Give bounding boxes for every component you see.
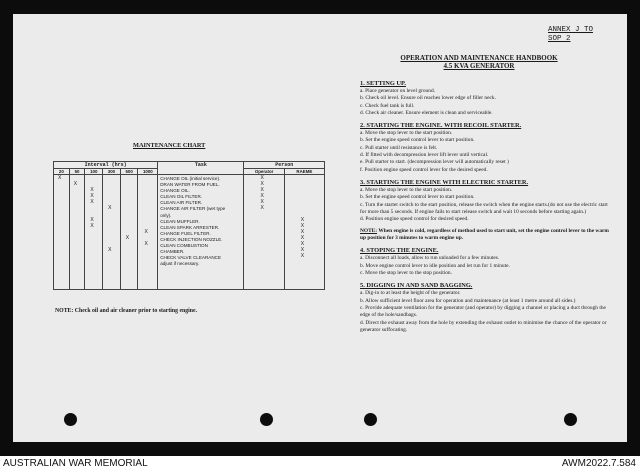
section-title: 3. STARTING THE ENGINE WITH ELECTRIC STARTER.: [360, 178, 529, 186]
check-mark: X: [108, 205, 112, 211]
check-mark: X: [90, 193, 94, 199]
note-label: NOTE:: [360, 228, 378, 235]
col-500: [120, 175, 138, 290]
section-title: 2. STARTING THE ENGINE. WITH RECOIL STARTER.: [360, 122, 522, 130]
interval-300: 300: [103, 169, 121, 175]
task-item: CHANGE OIL (initial service).: [160, 176, 221, 181]
check-mark: X: [260, 193, 264, 199]
check-mark: X: [90, 187, 94, 193]
check-mark: X: [144, 241, 148, 247]
instruction-line: b. Set the engine speed control lever to start position.: [360, 194, 475, 201]
task-item: CLEAN MUFFLER.: [160, 218, 200, 224]
instruction-line: b. Move engine control lever to idle position and let run for 1 minute.: [360, 262, 510, 269]
instruction-line: c. Turn the starter switch to the start position, release the switch when the engine starts.(do not use the electric start for more than 5 seconds. If engine fails to start release switch and wait 10 seconds before starting again.): [360, 201, 608, 215]
instruction-line: a. Move the stop lever to the start position.: [360, 130, 453, 137]
check-mark: X: [260, 175, 264, 181]
instruction-line: c. Provide adequate ventilation for the generator (and operator) by digging a channel or placing a duct through the edge of the hole/sandbags.: [360, 304, 606, 319]
task-item: CLEAN COMBUSTION: [160, 243, 208, 249]
task-item: CHECK INJECTION NOZZLE.: [160, 236, 223, 242]
annex-reference: [548, 26, 593, 44]
person-raeme: RAEME: [284, 169, 324, 175]
instruction-line: b. Check oil level. Ensure oil reaches lower edge of filler neck.: [360, 95, 496, 102]
task-list: [160, 176, 225, 267]
instruction-line: a. Move the stop lever to the start position.: [360, 186, 453, 193]
interval-500: 500: [120, 169, 138, 175]
catalogue-number: AWM2022.7.584: [561, 458, 636, 469]
handbook-title: OPERATION AND MAINTENANCE HANDBOOK: [400, 54, 558, 62]
check-mark: X: [260, 187, 264, 193]
task-item: CHAMBER.: [160, 249, 185, 255]
check-mark: X: [90, 199, 94, 205]
annex-line-1: ANNEX J TO: [547, 26, 593, 34]
task-item: CHANGE FUEL FILTER.: [160, 230, 211, 236]
check-mark: X: [300, 247, 305, 253]
punch-hole: [260, 413, 273, 426]
task-item: CHANGE AIR FILTER (wet type: [160, 206, 226, 212]
task-item: CLEAN OIL FILTER.: [160, 194, 203, 200]
interval-100: 100: [85, 169, 103, 175]
institution-label: AUSTRALIAN WAR MEMORIAL: [3, 458, 148, 469]
person-header: Person: [244, 162, 325, 169]
handbook-subtitle: 4.5 KVA GENERATOR: [443, 62, 515, 70]
check-mark: X: [300, 223, 305, 229]
punch-hole: [564, 413, 577, 426]
instruction-line: c. Pull starter until resistance is felt.: [360, 144, 438, 151]
interval-20: 20: [54, 169, 70, 175]
check-mark: X: [260, 199, 264, 205]
section-title: 4. STOPING THE ENGINE.: [360, 247, 439, 255]
caption-bar: [0, 456, 640, 471]
section-recoil-starter: [360, 122, 610, 174]
col-20: [54, 175, 70, 290]
section-stopping: [360, 247, 610, 277]
instruction-line: a. Disconnect all loads, allow to run unloaded for a few minutes.: [360, 255, 500, 262]
interval-header: Interval (hrs): [54, 162, 158, 169]
instruction-line: d. Position engine speed control for desired speed.: [360, 216, 469, 223]
task-item: only).: [160, 212, 172, 218]
check-mark: X: [300, 235, 305, 241]
col-operator: [244, 175, 284, 290]
instruction-line: b. Allow sufficient level floor area for operation and maintenance (at least 1 metre around all sides.): [360, 297, 576, 304]
check-mark: X: [90, 217, 94, 223]
check-mark: X: [108, 247, 112, 253]
check-mark: X: [300, 217, 305, 223]
col-task: [158, 175, 244, 290]
maintenance-chart-table: [53, 161, 325, 290]
annex-line-2: SOP 2: [547, 35, 571, 43]
check-mark: X: [144, 229, 148, 235]
check-mark: X: [300, 241, 305, 247]
task-item: adjust if necessary.: [160, 261, 200, 267]
instruction-line: a. Dig-in to at least the height of the generator.: [360, 290, 461, 297]
task-item: DRAN WATER FROM FUEL.: [160, 182, 220, 188]
check-mark: X: [73, 181, 78, 187]
instruction-line: e. Pull starter to start. (decompression lever will automatically reset ): [360, 159, 509, 166]
maintenance-chart-title: MAINTENANCE CHART: [133, 142, 206, 149]
check-mark: X: [58, 175, 62, 181]
col-100: [85, 175, 103, 290]
check-mark: X: [300, 229, 305, 235]
task-header: Task: [158, 162, 244, 175]
document-sheet: [13, 14, 627, 442]
task-item: CHECK VALVE CLEARANCE: [160, 255, 222, 261]
instruction-line: a. Place generator on level ground.: [360, 88, 435, 94]
instruction-line: b. Set the engine speed control lever to start position.: [360, 137, 475, 144]
col-raeme: [284, 175, 324, 290]
handbook-heading: [359, 54, 599, 70]
instruction-line: d. If fitted with decompression lever lift lever until vertical.: [360, 152, 489, 159]
section-digging-in: [360, 282, 610, 334]
person-operator: Operator: [244, 169, 284, 175]
punch-hole: [364, 413, 377, 426]
col-1000: [138, 175, 158, 290]
check-mark: X: [260, 205, 264, 211]
maintenance-note: NOTE: Check oil and air cleaner prior to starting engine.: [55, 308, 198, 314]
section-title: 1. SETTING UP.: [360, 80, 406, 87]
interval-1000: 1000: [138, 169, 158, 175]
interval-50: 50: [69, 169, 85, 175]
check-mark: X: [125, 235, 130, 241]
note-text: When engine is cold, regardless of method used to start unit, set the engine control lever to the warm up position for 3 minutes to warm engine up.: [360, 228, 609, 242]
col-50: [69, 175, 85, 290]
section-setting-up: [360, 80, 610, 117]
punch-hole: [64, 413, 77, 426]
instruction-line: c. Check fuel tank is full.: [360, 102, 415, 109]
task-item: CHANGE OIL.: [160, 188, 190, 194]
task-item: CLEAN SPARK ARRESTER.: [160, 224, 220, 230]
cold-engine-note: [360, 228, 610, 242]
instruction-line: d. Check air cleaner. Ensure element is clean and serviceable.: [360, 109, 493, 116]
section-electric-starter: [360, 179, 610, 223]
section-title: 5. DIGGING IN AND SAND BAGGING.: [360, 282, 473, 290]
check-mark: X: [300, 253, 305, 259]
check-mark: X: [90, 223, 94, 229]
instruction-line: f. Position engine speed control lever for the desired speed.: [360, 166, 488, 173]
check-mark: X: [260, 181, 264, 187]
task-item: CLEAN AIR FILTER.: [160, 200, 203, 206]
instructions-column: [360, 80, 610, 339]
col-300: [103, 175, 121, 290]
instruction-line: c. Move the stop lever to the stop position.: [360, 270, 452, 277]
instruction-line: d. Direct the exhaust away from the hole by extending the exhaust outlet to minimise the chance of the operator or generator suffocating.: [360, 319, 607, 333]
